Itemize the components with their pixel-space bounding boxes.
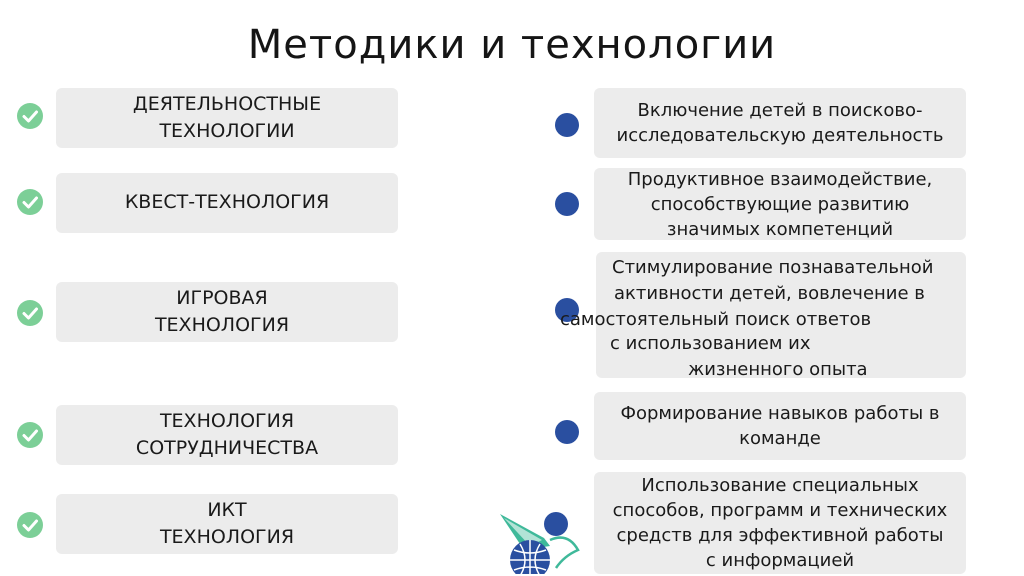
- right-item-teamwork: [594, 392, 966, 460]
- right-item-line: Использование специальных: [641, 475, 919, 496]
- right-item-line: способствующие развитию: [650, 193, 910, 215]
- left-item-line: ТЕХНОЛОГИЯ: [154, 314, 290, 336]
- right-item-line: самостоятельный поиск ответов: [560, 309, 872, 330]
- right-item-productive-interaction: [594, 168, 966, 240]
- right-item-line: Продуктивное взаимодействие,: [627, 168, 933, 190]
- bullet-dot-icon: [555, 113, 579, 137]
- right-item-line: с использованием их: [610, 333, 811, 354]
- left-item-line: ТЕХНОЛОГИЯ: [159, 526, 295, 548]
- right-item-line: Формирование навыков работы в: [620, 403, 940, 424]
- left-item-line: ДЕЯТЕЛЬНОСТНЫЕ: [132, 93, 322, 115]
- left-item-line: ТЕХНОЛОГИИ: [159, 120, 295, 142]
- check-circle-icon: [17, 300, 43, 326]
- right-item-line: команде: [739, 428, 821, 449]
- left-item-game-tech: [56, 282, 398, 342]
- left-item-line: ТЕХНОЛОГИЯ: [159, 410, 295, 432]
- right-item-line: Стимулирование познавательной: [612, 257, 934, 278]
- bullet-dot-icon: [555, 420, 579, 444]
- left-item-line: ИКТ: [207, 499, 247, 521]
- right-item-line: средств для эффективной работы: [616, 525, 944, 546]
- bullet-dot-icon: [555, 192, 579, 216]
- left-item-quest-tech: [56, 173, 398, 233]
- check-circle-icon: [17, 103, 43, 129]
- right-item-line: с информацией: [705, 550, 855, 571]
- right-item-information-tools: [594, 472, 966, 574]
- right-item-line: способов, программ и технических: [612, 500, 948, 521]
- globe-book-icon: [494, 510, 584, 574]
- page-title: Методики и технологии: [247, 22, 777, 68]
- right-item-line: Включение детей в поисково-: [637, 100, 923, 121]
- left-item-ict-tech: [56, 494, 398, 554]
- right-item-line: активности детей, вовлечение в: [614, 283, 925, 304]
- left-item-line: ИГРОВАЯ: [176, 287, 268, 309]
- right-item-line: жизненного опыта: [688, 359, 868, 380]
- check-circle-icon: [17, 422, 43, 448]
- right-item-line: исследовательскую деятельность: [616, 125, 944, 146]
- left-item-line: КВЕСТ-ТЕХНОЛОГИЯ: [124, 191, 330, 213]
- left-item-activity-tech: [56, 88, 398, 148]
- right-item-line: значимых компетенций: [666, 218, 894, 240]
- left-item-line: СОТРУДНИЧЕСТВА: [135, 437, 319, 459]
- check-circle-icon: [17, 189, 43, 215]
- right-item-search-research: [594, 88, 966, 158]
- left-item-cooperation-tech: [56, 405, 398, 465]
- check-circle-icon: [17, 512, 43, 538]
